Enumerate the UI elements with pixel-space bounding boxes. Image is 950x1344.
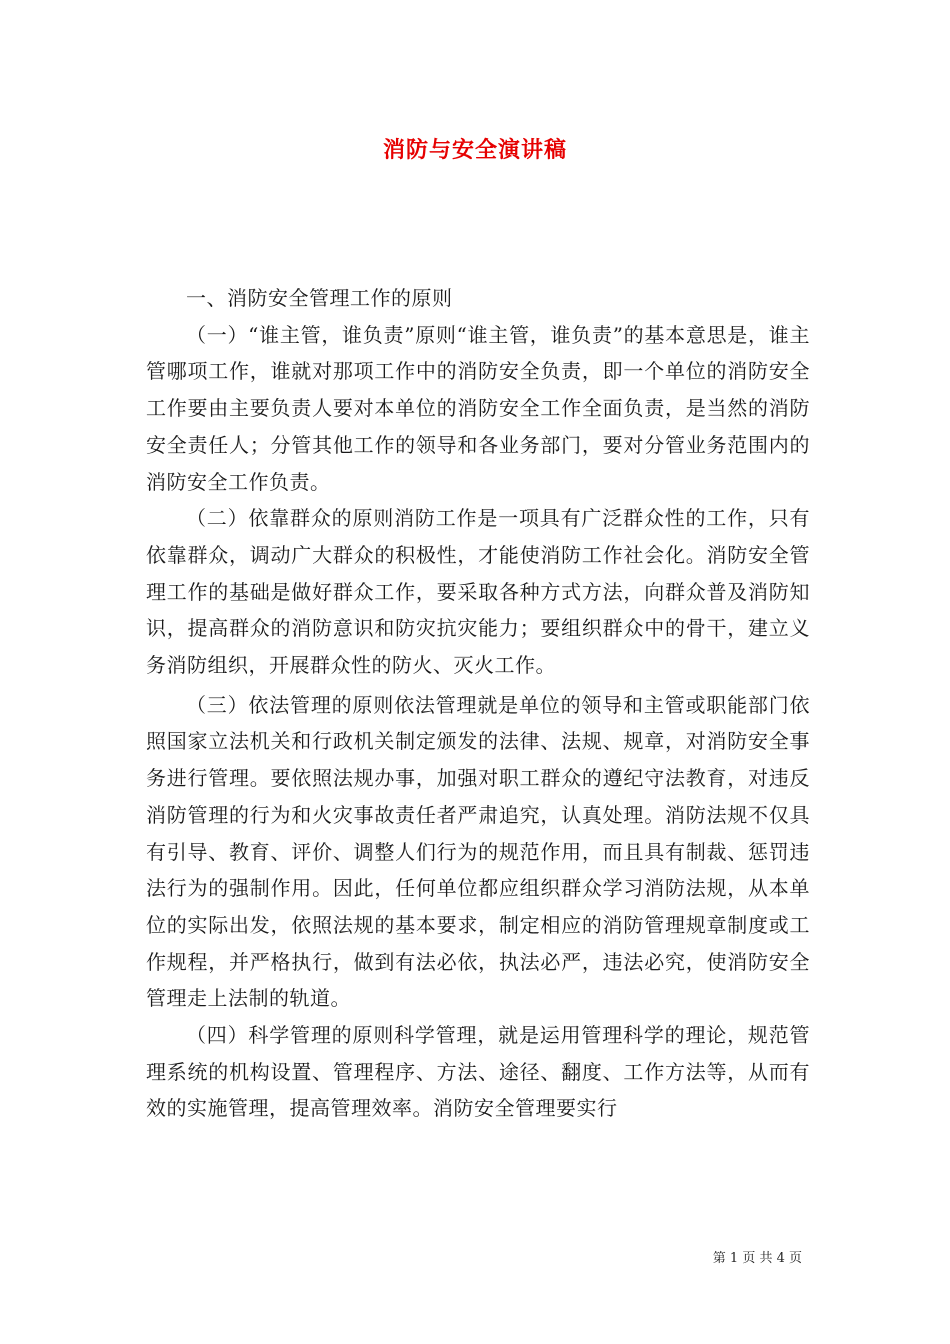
- document-body: [146, 280, 810, 1127]
- section-heading: 一、消防安全管理工作的原则: [186, 286, 453, 310]
- document-title: 消防与安全演讲稿: [382, 137, 567, 163]
- paragraph-principle-2: （二）依靠群众的原则消防工作是一项具有广泛群众性的工作，只有依靠群众，调动广大群众的积极性，才能使消防工作社会化。消防安全管理工作的基础是做好群众工作，要采取各种方式方法，向群众普及消防知识，提高群众的消防意识和防灾抗灾能力；要组织群众中的骨干，建立义务消防组织，开展群众性的防火、灭火工作。: [146, 506, 810, 678]
- paragraph-principle-1: （一）“谁主管，谁负责”原则“谁主管，谁负责”的基本意思是，谁主管哪项工作，谁就对那项工作中的消防安全负责，即一个单位的消防安全工作要由主要负责人要对本单位的消防安全工作全面负责，是当然的消防安全责任人；分管其他工作的领导和各业务部门，要对分管业务范围内的消防安全工作负责。: [146, 322, 810, 494]
- paragraph-principle-4: （四）科学管理的原则科学管理，就是运用管理科学的理论，规范管理系统的机构设置、管理程序、方法、途径、翻度、工作方法等，从而有效的实施管理，提高管理效率。消防安全管理要实行: [146, 1023, 810, 1121]
- page-number: 第 1 页 共 4 页: [712, 1251, 802, 1266]
- paragraph-principle-3: （三）依法管理的原则依法管理就是单位的领导和主管或职能部门依照国家立法机关和行政机关制定颁发的法律、法规、规章，对消防安全事务进行管理。要依照法规办事，加强对职工群众的遵纪守法教育，对违反消防管理的行为和火灾事故责任者严肃追究，认真处理。消防法规不仅具有引导、教育、评价、调整人们行为的规范作用，而且具有制裁、惩罚违法行为的强制作用。因此，任何单位都应组织群众学习消防法规，从本单位的实际出发，依照法规的基本要求，制定相应的消防管理规章制度或工作规程，并严格执行，做到有法必依，执法必严，违法必究，使消防安全管理走上法制的轨道。: [146, 692, 810, 1011]
